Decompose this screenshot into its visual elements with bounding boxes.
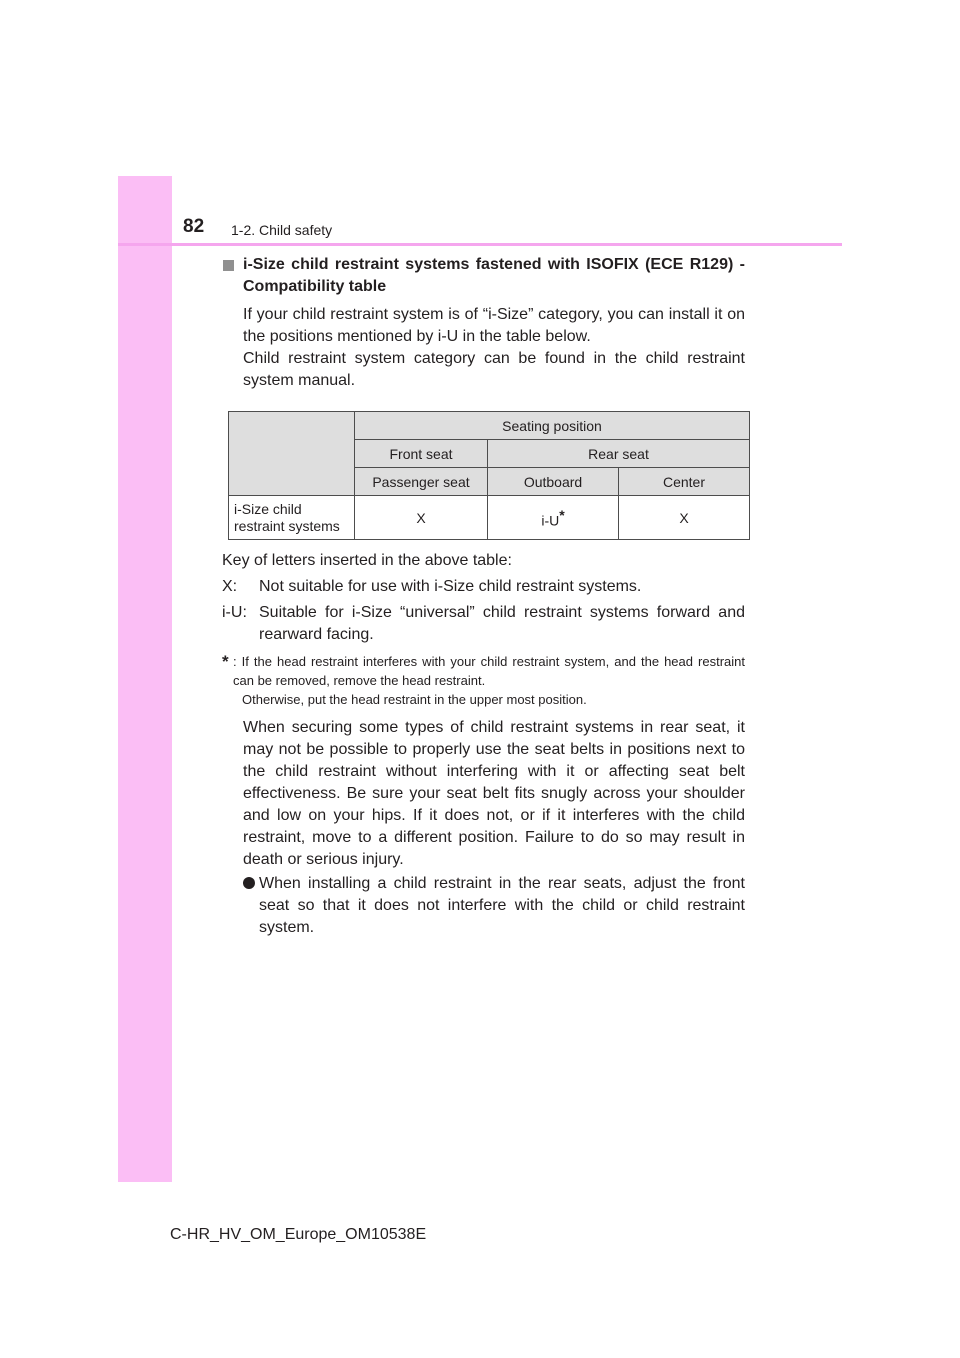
intro-line-1: If your child restraint system is of “i-Size” category, you can install it on the positions mentioned by i-U in the table below.: [243, 306, 745, 345]
footnote-mark: *: [222, 652, 229, 671]
footnote-line-2: Otherwise, put the head restraint in the upper most position.: [242, 692, 587, 707]
key-item-iu: [222, 602, 745, 646]
key-description: Suitable for i-Size “universal” child restraint systems forward and rearward facing.: [259, 604, 745, 643]
table-corner-cell: [229, 412, 355, 496]
header-seating-position: Seating position: [355, 412, 750, 440]
footer-document-code: C-HR_HV_OM_Europe_OM10538E: [170, 1226, 427, 1243]
key-description: Not suitable for use with i-Size child restraint systems.: [259, 578, 642, 595]
cell-center: X: [619, 496, 750, 540]
compatibility-table: [228, 411, 750, 540]
footnote-text: [233, 652, 745, 709]
section-title: 1-2. Child safety: [231, 222, 333, 238]
row-label: i-Size child restraint systems: [229, 496, 355, 540]
side-tab: [118, 176, 172, 1182]
header-passenger-seat: Passenger seat: [355, 468, 488, 496]
page-number: 82: [183, 216, 205, 237]
bullet-dot-icon: [243, 877, 255, 889]
page-content: [222, 254, 745, 939]
key-letter: X:: [222, 578, 238, 595]
footnote-marker: *: [559, 506, 565, 523]
intro-paragraph: [222, 304, 745, 392]
cell-passenger: X: [355, 496, 488, 540]
cell-outboard-value: i-U: [541, 512, 560, 529]
bullet-text: When installing a child restraint in the rear seats, adjust the front seat so that it does not interfere with the child or child restraint system.: [259, 875, 745, 936]
footnote-line-1: : If the head restraint interferes with your child restraint system, and the head restraint can be removed, remove the head restraint.: [233, 654, 745, 688]
header-front-seat: Front seat: [355, 440, 488, 468]
intro-line-2: Child restraint system category can be found in the child restraint system manual.: [243, 350, 745, 389]
table-row: [229, 496, 750, 540]
footnote: [222, 652, 745, 709]
section-heading: [222, 254, 745, 298]
key-letter: i-U:: [222, 604, 247, 621]
header-rear-seat: Rear seat: [488, 440, 750, 468]
header-center: Center: [619, 468, 750, 496]
square-bullet-icon: [223, 260, 234, 271]
key-item-x: [222, 576, 745, 598]
cell-outboard: [488, 496, 619, 540]
heading-text: i-Size child restraint systems fastened with ISOFIX (ECE R129) - Compatibility table: [243, 256, 745, 295]
header-outboard: Outboard: [488, 468, 619, 496]
warning-paragraph: When securing some types of child restraint systems in rear seat, it may not be possible to properly use the seat belts in positions next to the child restraint without interfering with it or affecting seat belt effectiveness. Be sure your seat belt fits snugly across your shoulder and low on your hips. If it does not, or if it interferes with the child restraint, move to a different position. Failure to do so may result in death or serious injury.: [243, 719, 745, 868]
key-title: Key of letters inserted in the above table:: [222, 552, 512, 569]
header-rule: [118, 243, 842, 246]
bullet-item: [222, 873, 745, 939]
